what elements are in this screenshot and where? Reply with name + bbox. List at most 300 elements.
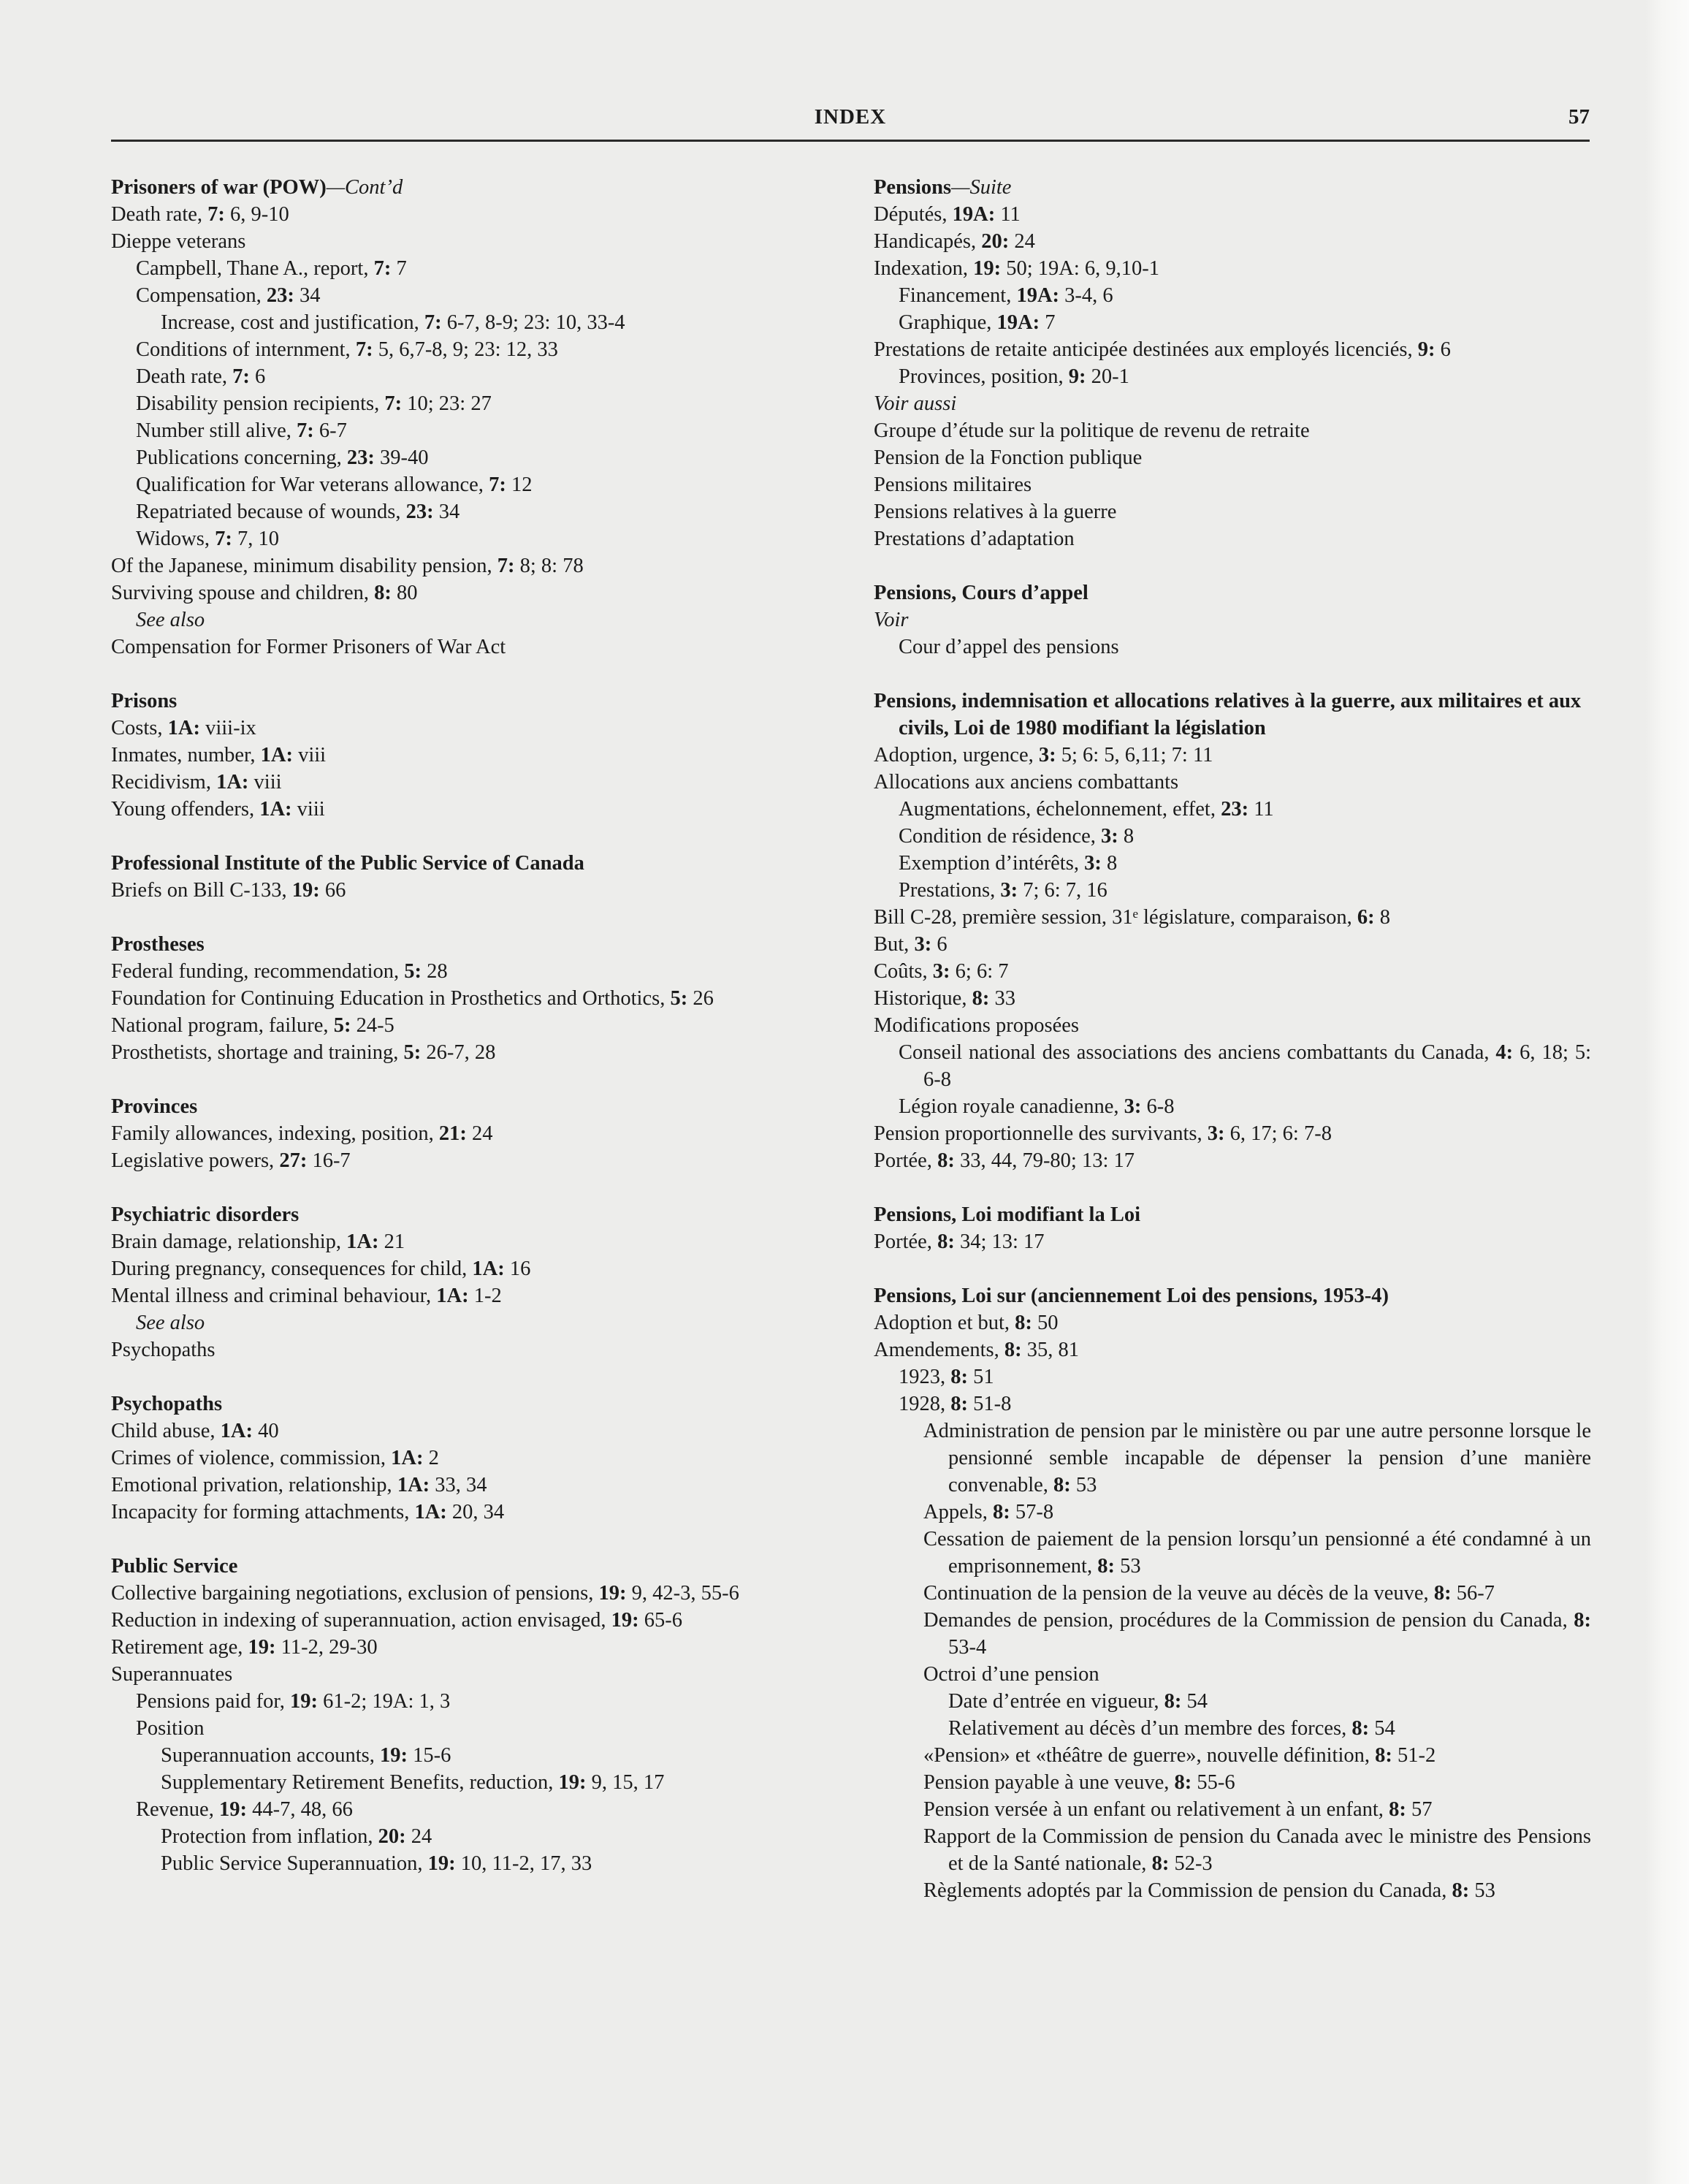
page-references: 20, 34 — [446, 1501, 505, 1523]
page-references: 33, 34 — [430, 1474, 487, 1496]
page-references: 10; 23: 27 — [402, 392, 492, 415]
cross-reference-label: Voir aussi — [874, 392, 957, 415]
index-line — [874, 309, 1591, 336]
issue-number: 9: — [1068, 365, 1086, 388]
entry-heading-text: Professional Institute of the Public Service of Canada — [111, 852, 584, 875]
issue-number: 1A: — [259, 798, 292, 821]
index-line-text: Public Service Superannuation, — [161, 1852, 428, 1875]
index-line — [874, 633, 1591, 661]
issue-number: 1A: — [220, 1420, 253, 1442]
index-line — [874, 1499, 1591, 1526]
index-line — [111, 715, 836, 742]
index-entry — [874, 1282, 1591, 1904]
page-references: 6, 18; 5: 6-8 — [923, 1041, 1591, 1091]
index-line — [874, 1580, 1591, 1607]
index-line-text: Augmentations, échelonnement, effet, — [899, 798, 1221, 821]
page-references: 7 — [391, 257, 407, 280]
page-references: 50; 19A: 6, 9,10-1 — [1001, 257, 1160, 280]
issue-number: 1A: — [472, 1257, 505, 1280]
index-line-text: Administration de pension par le ministère ou par une autre personne lorsque le pensionné semble incapable de dépenser la pension d’une manière convenable, — [923, 1420, 1591, 1496]
index-line — [111, 201, 836, 228]
index-line — [874, 1607, 1591, 1661]
page-references: 24 — [1009, 230, 1035, 253]
issue-number: 8: — [950, 1366, 968, 1388]
index-line-text: Octroi d’une pension — [923, 1663, 1099, 1686]
issue-number: 7: — [489, 473, 506, 496]
index-line-text: Briefs on Bill C-133, — [111, 879, 292, 902]
index-line — [874, 904, 1591, 931]
issue-number: 6: — [1357, 906, 1375, 929]
issue-number: 7: — [207, 203, 225, 226]
index-line — [874, 444, 1591, 471]
index-line-text: Number still alive, — [136, 419, 297, 442]
issue-number: 1A: — [436, 1285, 469, 1307]
issue-number: 7: — [215, 528, 232, 550]
index-line — [874, 1039, 1591, 1093]
index-line-text: Publications concerning, — [136, 446, 347, 469]
index-line-text: Psychopaths — [111, 1339, 216, 1361]
index-line — [111, 1418, 836, 1445]
page-references: viii-ix — [199, 717, 256, 739]
entry-heading-text: Pensions — [874, 176, 952, 199]
entry-heading — [111, 1201, 836, 1228]
page-references: 6-7 — [313, 419, 347, 442]
page-edge — [1645, 0, 1689, 2184]
index-line-text: Graphique, — [899, 311, 997, 334]
issue-number: 7: — [384, 392, 403, 415]
index-line-text: Death rate, — [136, 365, 233, 388]
index-line-text: Prestations de retaite anticipée destinées aux employés licenciés, — [874, 338, 1418, 361]
issue-number: 5: — [333, 1014, 351, 1037]
index-line — [874, 1093, 1591, 1120]
issue-number: 8: — [1097, 1555, 1115, 1578]
entry-heading — [111, 174, 836, 201]
index-line-text: Pension versée à un enfant ou relativement à un enfant, — [923, 1798, 1389, 1821]
index-line-text: Emotional privation, relationship, — [111, 1474, 397, 1496]
index-line-text: 1928, — [899, 1393, 951, 1415]
index-line-text: Indexation, — [874, 257, 974, 280]
issue-number: 8: — [1004, 1339, 1022, 1361]
index-line — [111, 1688, 836, 1715]
issue-number: 7: — [424, 311, 442, 334]
index-line — [111, 417, 836, 444]
issue-number: 7: — [497, 555, 515, 577]
entry-heading-text: Psychiatric disorders — [111, 1203, 300, 1226]
index-line — [111, 498, 836, 525]
page-references: 16-7 — [307, 1149, 351, 1172]
index-line-text: Portée, — [874, 1149, 938, 1172]
page-references: 35, 81 — [1021, 1339, 1080, 1361]
index-line-text: Prosthetists, shortage and training, — [111, 1041, 404, 1064]
index-line-text: Bill C-28, première session, 31ᵉ législature, comparaison, — [874, 906, 1357, 929]
index-line — [111, 390, 836, 417]
page-references: 8 — [1374, 906, 1390, 929]
issue-number: 1A: — [167, 717, 200, 739]
index-line-text: Députés, — [874, 203, 953, 226]
issue-number: 19: — [248, 1636, 276, 1659]
index-line-text: Collective bargaining negotiations, exclusion of pensions, — [111, 1582, 599, 1605]
issue-number: 27: — [279, 1149, 308, 1172]
index-line — [874, 742, 1591, 769]
issue-number: 19: — [379, 1744, 408, 1767]
index-line-text: Retirement age, — [111, 1636, 248, 1659]
index-line-text: Financement, — [899, 284, 1017, 307]
index-line — [111, 1147, 836, 1174]
index-line — [874, 1418, 1591, 1499]
index-line — [874, 1526, 1591, 1580]
index-line — [874, 471, 1591, 498]
issue-number: 7: — [373, 257, 392, 280]
index-line — [874, 850, 1591, 877]
page-references: 26 — [687, 987, 714, 1010]
index-line-text: Coûts, — [874, 960, 933, 983]
issue-number: 19: — [973, 257, 1002, 280]
index-line-text: Modifications proposées — [874, 1014, 1079, 1037]
page-references: 20-1 — [1086, 365, 1129, 388]
index-line — [874, 1228, 1591, 1255]
page-references: 28 — [422, 960, 448, 983]
index-line — [874, 336, 1591, 363]
issue-number: 3: — [1000, 879, 1018, 902]
index-line — [111, 1796, 836, 1823]
index-line — [111, 877, 836, 904]
index-line — [111, 742, 836, 769]
index-line-text: Protection from inflation, — [161, 1825, 378, 1848]
issue-number: 19: — [611, 1609, 639, 1632]
index-line — [874, 363, 1591, 390]
issue-number: 1A: — [260, 744, 293, 766]
page-references: 8 — [1118, 825, 1135, 848]
index-line-text: Continuation de la pension de la veuve au décès de la veuve, — [923, 1582, 1434, 1605]
index-line-text: Pension proportionnelle des survivants, — [874, 1122, 1208, 1145]
page-references: 6; 6: 7 — [950, 960, 1009, 983]
entry-heading — [111, 688, 836, 715]
page-references: 44-7, 48, 66 — [246, 1798, 353, 1821]
index-line — [111, 1607, 836, 1634]
index-line-text: Légion royale canadienne, — [899, 1095, 1124, 1118]
index-line-text: Revenue, — [136, 1798, 219, 1821]
issue-number: 21: — [438, 1122, 467, 1145]
index-line-text: Child abuse, — [111, 1420, 221, 1442]
page-references: 26-7, 28 — [421, 1041, 496, 1064]
issue-number: 19A: — [996, 311, 1040, 334]
index-line — [111, 1634, 836, 1661]
issue-number: 19: — [427, 1852, 456, 1875]
page-references: 11-2, 29-30 — [275, 1636, 378, 1659]
index-line — [874, 1823, 1591, 1877]
index-line — [874, 390, 1591, 417]
index-line — [874, 1877, 1591, 1904]
index-line-text: Historique, — [874, 987, 972, 1010]
issue-number: 3: — [1101, 825, 1118, 848]
index-line-text: Young offenders, — [111, 798, 260, 821]
page-references: 39-40 — [374, 446, 429, 469]
index-entry — [111, 1093, 836, 1174]
page-references: 16 — [504, 1257, 531, 1280]
entry-heading-text: Psychopaths — [111, 1393, 223, 1415]
entry-heading-text: Provinces — [111, 1095, 198, 1118]
issue-number: 1A: — [346, 1230, 379, 1253]
index-line — [111, 1039, 836, 1066]
entry-heading — [111, 1553, 836, 1580]
issue-number: 7: — [355, 338, 373, 361]
index-line — [111, 769, 836, 796]
index-line — [111, 958, 836, 985]
issue-number: 19A: — [952, 203, 996, 226]
issue-number: 23: — [266, 284, 294, 307]
issue-number: 5: — [403, 1041, 422, 1064]
index-line — [874, 877, 1591, 904]
index-line-text: Pension de la Fonction publique — [874, 446, 1143, 469]
index-line-text: Qualification for War veterans allowance, — [136, 473, 489, 496]
index-line — [874, 985, 1591, 1012]
index-line-text: Position — [136, 1717, 205, 1740]
entry-heading-text: Prisons — [111, 690, 178, 712]
page-references: 54 — [1369, 1717, 1395, 1740]
page-references: 24-5 — [351, 1014, 394, 1037]
index-line-text: Superannuates — [111, 1663, 233, 1686]
index-line-text: Allocations aux anciens combattants — [874, 771, 1179, 794]
issue-number: 4: — [1495, 1041, 1514, 1064]
issue-number: 8: — [1053, 1474, 1071, 1496]
index-line — [111, 1228, 836, 1255]
entry-heading-suffix: —Cont’d — [326, 176, 403, 199]
issue-number: 8: — [374, 582, 392, 604]
index-line-text: Crimes of violence, commission, — [111, 1447, 392, 1469]
entry-heading — [874, 579, 1591, 606]
index-line — [111, 309, 836, 336]
index-line-text: Appels, — [923, 1501, 993, 1523]
index-line — [874, 201, 1591, 228]
index-line — [111, 796, 836, 823]
page-references: 9, 15, 17 — [586, 1771, 665, 1794]
index-line — [874, 1661, 1591, 1688]
index-line-text: During pregnancy, consequences for child, — [111, 1257, 473, 1280]
page-references: 53 — [1469, 1879, 1495, 1902]
page-references: 5, 6,7-8, 9; 23: 12, 33 — [373, 338, 558, 361]
issue-number: 8: — [1174, 1771, 1192, 1794]
page-references: 2 — [423, 1447, 439, 1469]
index-line-text: Prestations, — [899, 879, 1001, 902]
index-line-text: Conditions of internment, — [136, 338, 356, 361]
issue-number: 8: — [1574, 1609, 1591, 1632]
issue-number: 8: — [1389, 1798, 1406, 1821]
page-references: 11 — [995, 203, 1021, 226]
page-references: 57-8 — [1010, 1501, 1054, 1523]
index-line-text: Widows, — [136, 528, 216, 550]
index-line — [874, 958, 1591, 985]
page-references: 34; 13: 17 — [954, 1230, 1045, 1253]
page-references: 56-7 — [1451, 1582, 1495, 1605]
index-line-text: Règlements adoptés par la Commission de pension du Canada, — [923, 1879, 1452, 1902]
issue-number: 7: — [297, 419, 314, 442]
issue-number: 9: — [1417, 338, 1436, 361]
index-line-text: Provinces, position, — [899, 365, 1069, 388]
page-references: 6-8 — [1141, 1095, 1175, 1118]
page-references: 8; 8: 78 — [514, 555, 584, 577]
index-line-text: Cour d’appel des pensions — [899, 636, 1119, 658]
index-line — [111, 282, 836, 309]
index-line — [874, 1147, 1591, 1174]
index-line — [874, 1769, 1591, 1796]
page-references: 7; 6: 7, 16 — [1018, 879, 1107, 902]
issue-number: 8: — [1375, 1744, 1392, 1767]
page-references: 57 — [1406, 1798, 1433, 1821]
index-line — [111, 363, 836, 390]
issue-number: 1A: — [397, 1474, 430, 1496]
entry-heading-text: Prostheses — [111, 933, 205, 956]
index-line — [874, 1309, 1591, 1336]
index-line — [111, 1336, 836, 1363]
index-entry — [111, 688, 836, 823]
issue-number: 8: — [1151, 1852, 1170, 1875]
entry-heading-text: Pensions, Loi modifiant la Loi — [874, 1203, 1141, 1226]
page-references: 54 — [1181, 1690, 1208, 1713]
index-line — [874, 1715, 1591, 1742]
page-references: 6, 17; 6: 7-8 — [1224, 1122, 1332, 1145]
issue-number: 8: — [937, 1230, 955, 1253]
page-references: 51-8 — [968, 1393, 1012, 1415]
index-line-text: Federal funding, recommendation, — [111, 960, 405, 983]
issue-number: 7: — [232, 365, 250, 388]
index-line — [111, 471, 836, 498]
index-line — [111, 1282, 836, 1309]
issue-number: 19: — [291, 879, 320, 902]
issue-number: 3: — [1207, 1122, 1225, 1145]
index-line-text: Pension payable à une veuve, — [923, 1771, 1175, 1794]
index-line — [111, 1742, 836, 1769]
entry-heading-text: Public Service — [111, 1555, 238, 1578]
index-line — [111, 633, 836, 661]
index-line — [874, 1688, 1591, 1715]
index-line-text: Prestations d’adaptation — [874, 528, 1075, 550]
index-line — [111, 1120, 836, 1147]
entry-heading-suffix: —Suite — [951, 176, 1012, 199]
entry-heading-text: Pensions, indemnisation et allocations relatives à la guerre, aux militaires et aux civils, Loi de 1980 modifiant la législation — [874, 690, 1582, 739]
issue-number: 20: — [981, 230, 1010, 253]
index-line-text: Amendements, — [874, 1339, 1004, 1361]
page-references: 10, 11-2, 17, 33 — [455, 1852, 592, 1875]
index-line-text: Adoption, urgence, — [874, 744, 1039, 766]
index-line-text: Surviving spouse and children, — [111, 582, 375, 604]
issue-number: 5: — [670, 987, 688, 1010]
issue-number: 8: — [937, 1149, 955, 1172]
issue-number: 3: — [932, 960, 950, 983]
left-column — [111, 174, 836, 1904]
issue-number: 20: — [378, 1825, 406, 1848]
issue-number: 5: — [404, 960, 422, 983]
index-line — [874, 606, 1591, 633]
index-line — [111, 1715, 836, 1742]
index-entry — [874, 1201, 1591, 1255]
index-line-text: Demandes de pension, procédures de la Commission de pension du Canada, — [923, 1609, 1574, 1632]
index-line-text: Conseil national des associations des anciens combattants du Canada, — [899, 1041, 1496, 1064]
issue-number: 19: — [290, 1690, 319, 1713]
index-line-text: Costs, — [111, 717, 168, 739]
issue-number: 23: — [346, 446, 375, 469]
page-references: 8 — [1101, 852, 1118, 875]
issue-number: 8: — [1452, 1879, 1470, 1902]
index-line-text: Cessation de paiement de la pension lorsqu’un pensionné a été condamné à un emprisonnement, — [923, 1528, 1591, 1578]
issue-number: 8: — [1433, 1582, 1452, 1605]
page-references: 21 — [378, 1230, 405, 1253]
index-line-text: Relativement au décès d’un membre des forces, — [948, 1717, 1352, 1740]
index-line — [874, 796, 1591, 823]
page-references: 7, 10 — [232, 528, 279, 550]
page-references: 53 — [1114, 1555, 1141, 1578]
page-references: 15-6 — [407, 1744, 451, 1767]
page-references: 24 — [405, 1825, 432, 1848]
index-line — [111, 1823, 836, 1850]
index-line-text: Pensions militaires — [874, 473, 1032, 496]
index-line — [111, 525, 836, 552]
index-line-text: Recidivism, — [111, 771, 217, 794]
index-line-text: Reduction in indexing of superannuation, action envisaged, — [111, 1609, 611, 1632]
index-line-text: Compensation, — [136, 284, 267, 307]
index-line — [874, 1796, 1591, 1823]
index-line — [874, 1336, 1591, 1363]
index-line — [874, 282, 1591, 309]
index-line — [111, 606, 836, 633]
index-line — [111, 579, 836, 606]
entry-heading — [111, 850, 836, 877]
page-references: 66 — [319, 879, 346, 902]
header-rule — [111, 140, 1590, 142]
index-line — [874, 769, 1591, 796]
index-line — [874, 255, 1591, 282]
index-line — [874, 525, 1591, 552]
page-references: 3-4, 6 — [1059, 284, 1113, 307]
index-line-text: «Pension» et «théâtre de guerre», nouvelle définition, — [923, 1744, 1376, 1767]
issue-number: 1A: — [216, 771, 249, 794]
page-references: 6-7, 8-9; 23: 10, 33-4 — [441, 311, 625, 334]
page-references: 34 — [294, 284, 321, 307]
page-references: 51 — [968, 1366, 994, 1388]
page-references: 6, 9-10 — [224, 203, 289, 226]
index-line-text: Superannuation accounts, — [161, 1744, 380, 1767]
right-column — [874, 174, 1591, 1931]
entry-heading — [874, 1282, 1591, 1309]
index-line — [874, 1012, 1591, 1039]
page-references: 33 — [989, 987, 1015, 1010]
index-line-text: Portée, — [874, 1230, 938, 1253]
index-line-text: Of the Japanese, minimum disability pension, — [111, 555, 497, 577]
entry-heading — [874, 1201, 1591, 1228]
index-line — [874, 228, 1591, 255]
page-references: 34 — [433, 501, 460, 523]
index-line-text: National program, failure, — [111, 1014, 334, 1037]
cross-reference-label: See also — [136, 609, 205, 631]
index-line — [111, 1472, 836, 1499]
issue-number: 23: — [1221, 798, 1249, 821]
issue-number: 3: — [914, 933, 932, 956]
index-line — [111, 1255, 836, 1282]
index-line-text: Mental illness and criminal behaviour, — [111, 1285, 437, 1307]
index-line-text: Exemption d’intérêts, — [899, 852, 1085, 875]
index-line-text: Rapport de la Commission de pension du Canada avec le ministre des Pensions et de la Santé nationale, — [923, 1825, 1591, 1875]
entry-heading — [874, 174, 1591, 201]
index-line — [111, 444, 836, 471]
index-line — [111, 255, 836, 282]
index-line — [874, 1363, 1591, 1390]
issue-number: 8: — [993, 1501, 1010, 1523]
page-references: 11 — [1248, 798, 1274, 821]
index-line-text: Groupe d’étude sur la politique de revenu de retraite — [874, 419, 1310, 442]
index-entry — [111, 1553, 836, 1877]
index-line — [111, 228, 836, 255]
page-references: 5; 6: 5, 6,11; 7: 11 — [1056, 744, 1213, 766]
page-number: 57 — [1568, 105, 1590, 129]
